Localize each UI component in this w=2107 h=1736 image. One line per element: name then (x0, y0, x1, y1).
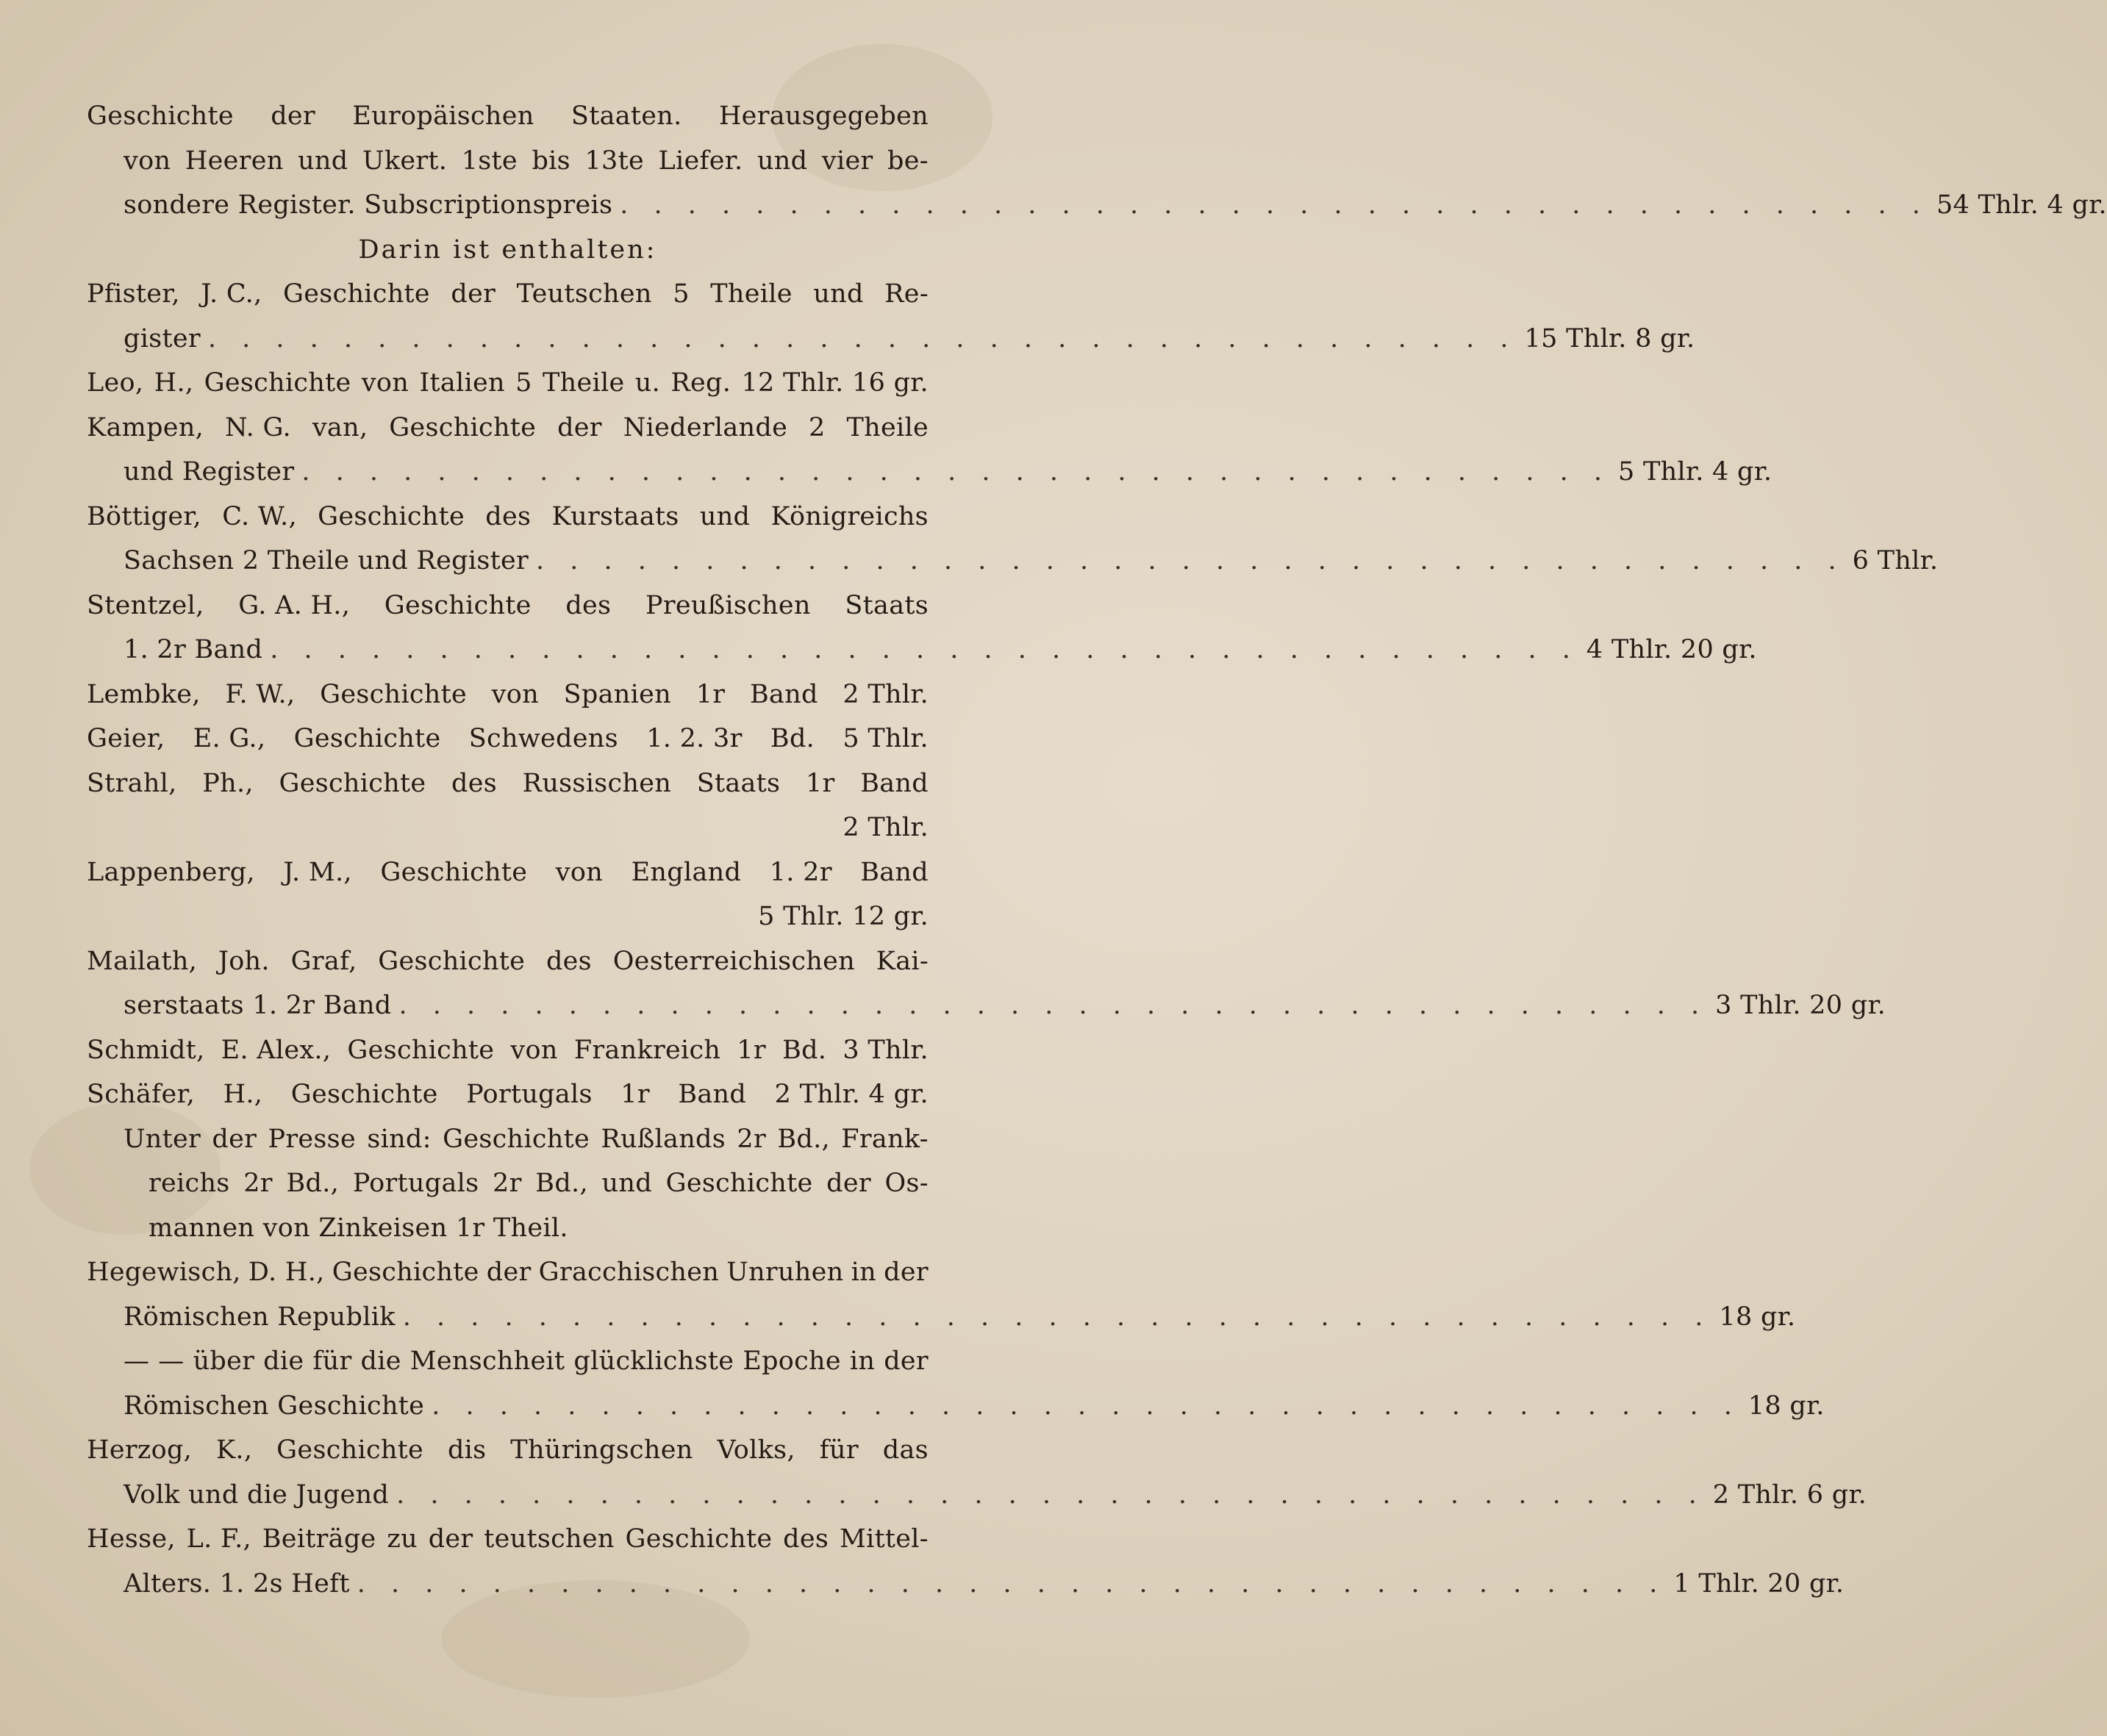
word: 1r (620, 1080, 650, 1109)
word: Pfister, (87, 279, 180, 309)
entry-title: serstaats 1. 2r Band (124, 991, 392, 1020)
entry-price: 18 gr. (1719, 1302, 1796, 1332)
word: Geschichte (276, 1435, 424, 1465)
word: J. M., (283, 857, 352, 887)
word: F. W., (225, 679, 296, 709)
word: reichs (149, 1169, 230, 1198)
word: des (451, 768, 498, 798)
word: Herausgegeben (718, 101, 929, 131)
word: 12 Thlr. 16 gr. (741, 368, 929, 398)
word: Theile (710, 279, 793, 309)
word: Geschichte (279, 768, 426, 798)
word: in (849, 1346, 876, 1376)
word: Geschichte (384, 590, 532, 620)
word: Volks, (717, 1435, 795, 1465)
word: von (361, 368, 409, 398)
word: in (851, 1258, 877, 1287)
word: Geschichte (378, 946, 526, 976)
word: Bd., (286, 1169, 340, 1198)
word: Unter (124, 1124, 201, 1154)
word: England (631, 857, 742, 887)
word: Beiträge (262, 1524, 376, 1554)
word: Geschichte (380, 857, 528, 887)
word: H., (223, 1080, 263, 1109)
word: Geschichte (290, 1080, 438, 1109)
entry-price: 18 gr. (1748, 1391, 1825, 1421)
word: Schwedens (468, 724, 618, 753)
word: Staaten. (570, 101, 682, 131)
catalog-line (87, 1117, 929, 1162)
word: bis (532, 146, 570, 176)
catalog-line (87, 1339, 929, 1384)
word: Russischen (522, 768, 672, 798)
section-heading: Darin ist enthalten: (358, 234, 657, 265)
catalog-line (87, 1072, 929, 1117)
word: 1ste (461, 146, 518, 176)
word: 5 (515, 368, 532, 398)
word: 1. 2r (769, 857, 832, 887)
dot-leader: . . . . . . . . . . . . . . . . . . . . . . . . . . . . . . . . . . . . . . . (396, 1479, 1706, 1510)
word: 1r (805, 768, 835, 798)
word: Geschichte (625, 1524, 773, 1554)
word: 2r (243, 1169, 273, 1198)
catalog-line (87, 94, 929, 139)
word: der (884, 1346, 929, 1376)
entry-price: 6 Thlr. (1852, 546, 1939, 575)
word: 2 Thlr. 4 gr. (774, 1080, 929, 1109)
word: Bd., (777, 1124, 830, 1154)
entry-price: 3 Thlr. 20 gr. (1715, 991, 1886, 1020)
word: N. G. (224, 412, 291, 442)
catalog-line (87, 139, 929, 184)
word: von (491, 679, 539, 709)
entry-title: Römischen Republik (124, 1302, 396, 1332)
word: Geier, (87, 724, 165, 753)
word: Kai- (876, 946, 929, 976)
word: für (312, 1346, 352, 1376)
dot-leader: . . . . . . . . . . . . . . . . . . . . . . . . . . . . . . . . . . . . . . . (270, 635, 1579, 664)
word: Geschichte (389, 412, 537, 442)
word: Geschichte (283, 279, 430, 309)
entry-price: 15 Thlr. 8 gr. (1524, 323, 1695, 354)
word: Theile (846, 412, 929, 442)
catalog-line (87, 406, 929, 451)
catalog-line: mannen von Zinkeisen 1r Theil. (149, 1213, 568, 1243)
word: Portugals (466, 1080, 593, 1109)
word: vier (821, 146, 873, 176)
word: van, (312, 412, 368, 442)
word: 13te (584, 146, 644, 176)
word: Menschheit (409, 1346, 565, 1376)
word: Oesterreichischen (612, 946, 855, 976)
word: Spanien (563, 679, 671, 709)
dot-leader: . . . . . . . . . . . . . . . . . . . . . . . . . . . . . . . . . . . . . . . (536, 546, 1845, 575)
word: der (557, 412, 602, 442)
entry-title: Sachsen 2 Theile und Register (124, 546, 529, 575)
word: von (510, 1035, 558, 1065)
word: — (158, 1346, 185, 1376)
word: Band (860, 768, 929, 798)
word: Geschichte (318, 501, 465, 531)
word: der (212, 1124, 257, 1154)
word: 2r (493, 1169, 522, 1198)
word: H., (154, 368, 194, 398)
word: glücklichste (573, 1346, 734, 1376)
word: 2 Thlr. (843, 679, 929, 709)
catalog-line (87, 672, 929, 717)
catalog-line (87, 761, 929, 806)
word: K., (215, 1435, 253, 1465)
catalog-line (87, 584, 929, 628)
word: Ph., (202, 768, 254, 798)
word: Hesse, (87, 1524, 176, 1554)
catalog-line (87, 628, 1757, 672)
word: Lappenberg, (87, 857, 255, 887)
word: Frankreich (573, 1035, 721, 1065)
word: der (884, 1258, 929, 1287)
word: zu (387, 1524, 418, 1554)
word: dis (447, 1435, 487, 1465)
word: Stentzel, (87, 590, 204, 620)
catalog-line (87, 1562, 1845, 1607)
word: Joh. (218, 946, 270, 976)
word: Lembke, (87, 679, 201, 709)
catalog-line (87, 1028, 929, 1073)
catalog-line (87, 495, 929, 539)
word: Böttiger, (87, 501, 201, 531)
word: Bd., (535, 1169, 588, 1198)
word: sind: (367, 1124, 432, 1154)
entry-title: Römischen Geschichte (124, 1391, 425, 1421)
word: und (699, 501, 751, 531)
word: 5 Thlr. (843, 724, 929, 753)
word: Mailath, (87, 946, 198, 976)
word: Epoche (743, 1346, 841, 1376)
catalog-line (87, 1161, 929, 1206)
catalog-line (87, 539, 1939, 584)
entry-price-line: 5 Thlr. 12 gr. (758, 902, 929, 931)
word: der (826, 1169, 871, 1198)
word: Geschichte (293, 724, 441, 753)
catalog-line (87, 1295, 1796, 1340)
word: 1r (737, 1035, 766, 1065)
word: Italien (419, 368, 505, 398)
word: Graf, (290, 946, 357, 976)
word: Re- (884, 279, 929, 309)
catalog-text (87, 94, 2107, 1606)
word: Schmidt, (87, 1035, 205, 1065)
word: Geschichte (332, 1258, 479, 1287)
word: Kampen, (87, 412, 204, 442)
word: des (545, 946, 592, 976)
catalog-line (87, 1428, 929, 1473)
word: Hegewisch, (87, 1258, 241, 1287)
word: und (756, 146, 808, 176)
entry-price: 4 Thlr. 20 gr. (1586, 635, 1757, 664)
word: Band (749, 679, 818, 709)
catalog-line (87, 317, 1695, 362)
word: von (124, 146, 171, 176)
word: u. (634, 368, 661, 398)
entry-title: und Register (124, 457, 295, 487)
word: Os- (884, 1169, 929, 1198)
word: Mittel- (839, 1524, 929, 1554)
word: 3 Thlr. (843, 1035, 929, 1065)
word: 2 (809, 412, 826, 442)
word: und (298, 146, 348, 176)
catalog-line (87, 1250, 929, 1295)
entry-title: 1. 2r Band (124, 635, 263, 664)
word: — (124, 1346, 150, 1376)
dot-leader: . . . . . . . . . . . . . . . . . . . . . . . . . . . . . . . . . . . . . . . (402, 1302, 1712, 1332)
entry-title: Volk und die Jugend (124, 1479, 390, 1510)
word: 2r (737, 1124, 766, 1154)
catalog-line (87, 850, 929, 895)
word: Königreichs (770, 501, 929, 531)
word: be- (887, 146, 929, 176)
entry-price-line: 2 Thlr. (843, 813, 929, 842)
dot-leader: . . . . . . . . . . . . . . . . . . . . . . . . . . . . . . . . . . . . . . . (301, 457, 1611, 487)
word: und (813, 279, 864, 309)
word: Bd. (782, 1035, 827, 1065)
word: D. H., (248, 1258, 325, 1287)
word: 5 (673, 279, 690, 309)
word: Geschichte (204, 368, 351, 398)
word: Rußlands (601, 1124, 726, 1154)
word: Heeren (185, 146, 284, 176)
word: Band (860, 857, 929, 887)
entry-title: sondere Register. Subscriptionspreis (124, 190, 613, 220)
word: Geschichte (665, 1169, 813, 1198)
word: des (565, 590, 612, 620)
word: Bd. (770, 724, 815, 753)
catalog-line (87, 183, 2107, 228)
word: die (263, 1346, 304, 1376)
entry-price: 5 Thlr. 4 gr. (1618, 457, 1772, 487)
word: Thüringschen (510, 1435, 693, 1465)
word: Staats (845, 590, 929, 620)
word: über (193, 1346, 255, 1376)
word: Geschichte (443, 1124, 590, 1154)
dot-leader: . . . . . . . . . . . . . . . . . . . . . . . . . . . . . . . . . . . . . . . (432, 1391, 1741, 1421)
word: Geschichte (347, 1035, 495, 1065)
catalog-line (87, 272, 929, 317)
word: Band (678, 1080, 747, 1109)
word: der (428, 1524, 473, 1554)
word: 1. 2. 3r (646, 724, 743, 753)
word: Teutschen (516, 279, 652, 309)
word: Liefer. (658, 146, 743, 176)
word: Geschichte (87, 101, 234, 131)
word: des (485, 501, 532, 531)
word: Geschichte (320, 679, 467, 709)
word: G. A. H., (238, 590, 351, 620)
dot-leader: . . . . . . . . . . . . . . . . . . . . . . . . . . . . . . . . . . . . . . . (207, 323, 1517, 354)
dot-leader: . . . . . . . . . . . . . . . . . . . . . . . . . . . . . . . . . . . . . . . (398, 991, 1709, 1020)
word: E. Alex., (221, 1035, 332, 1065)
word: die (360, 1346, 401, 1376)
word: Europäischen (352, 101, 534, 131)
word: Kurstaats (551, 501, 679, 531)
word: Herzog, (87, 1435, 193, 1465)
word: Staats (696, 768, 781, 798)
word: Frank- (841, 1124, 929, 1154)
catalog-line (87, 1517, 929, 1562)
word: Theile (543, 368, 625, 398)
entry-title: Alters. 1. 2s Heft (124, 1568, 350, 1599)
word: Schäfer, (87, 1080, 196, 1109)
word: des (783, 1524, 829, 1554)
catalog-line (87, 939, 929, 984)
word: Reg. (670, 368, 731, 398)
dot-leader: . . . . . . . . . . . . . . . . . . . . . . . . . . . . . . . . . . . . . . . (357, 1568, 1667, 1599)
word: Leo, (87, 368, 144, 398)
word: C. W., (222, 501, 297, 531)
entry-price: 2 Thlr. 6 gr. (1712, 1479, 1867, 1510)
word: Unruhen (726, 1258, 844, 1287)
catalog-line (87, 717, 929, 761)
entry-price: 1 Thlr. 20 gr. (1673, 1568, 1845, 1599)
catalog-line (87, 1473, 1867, 1518)
word: Preußischen (645, 590, 811, 620)
catalog-line (87, 361, 929, 406)
word: von (555, 857, 604, 887)
entry-title: gister (124, 323, 201, 354)
catalog-line (87, 1384, 1825, 1429)
dot-leader: . . . . . . . . . . . . . . . . . . . . . . . . . . . . . . . . . . . . . . . (620, 190, 1929, 220)
word: Ukert. (362, 146, 448, 176)
word: für (819, 1435, 859, 1465)
word: Niederlande (623, 412, 788, 442)
word: teutschen (484, 1524, 615, 1554)
catalog-line (87, 450, 1772, 495)
word: L. F., (186, 1524, 251, 1554)
word: der (451, 279, 496, 309)
word: und (601, 1169, 652, 1198)
word: Presse (268, 1124, 356, 1154)
word: der (271, 101, 315, 131)
word: Strahl, (87, 768, 177, 798)
entry-price: 54 Thlr. 4 gr. (1936, 190, 2107, 220)
word: Gracchischen (538, 1258, 720, 1287)
word: E. G., (193, 724, 266, 753)
word: das (882, 1435, 929, 1465)
word: der (486, 1258, 532, 1287)
word: J. C., (201, 279, 262, 309)
catalog-line (87, 983, 1886, 1028)
word: 1r (695, 679, 726, 709)
word: Portugals (352, 1169, 479, 1198)
